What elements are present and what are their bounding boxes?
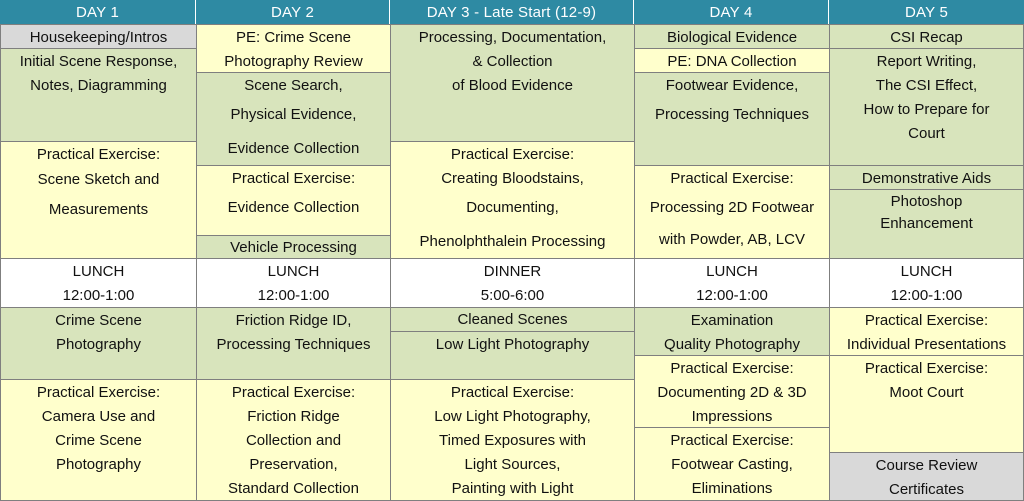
day3-pe-blood-line4: Phenolphthalein Processing [419,233,606,250]
header-day-5: DAY 5 [829,0,1024,24]
day2-scene-search [196,72,391,166]
day2-vehicle-text: Vehicle Processing [230,239,357,256]
day1-pe-camera-line4: Photography [55,456,142,473]
day3-pe-low-light-line2: Low Light Photography, [434,408,591,425]
header-day-3: DAY 3 - Late Start (12-9) [390,0,634,24]
day4-exam [634,307,830,356]
day1-pe-sketch-line3: Measurements [48,201,149,218]
day5-review-line1: Course Review [875,457,978,474]
day3-dinner [390,258,635,308]
day2-pe-friction-line5: Standard Collection [228,480,359,497]
day1-lunch-time: 12:00-1:00 [62,287,135,304]
day2-lunch-label: LUNCH [267,263,320,280]
day2-pe-review-line2: Photography Review [224,53,363,70]
day3-cleaned-text: Cleaned Scenes [457,311,568,328]
day1-housekeeping [0,24,197,49]
day3-blood-line3: of Blood Evidence [452,77,573,94]
day2-friction-line1: Friction Ridge ID, [235,312,352,329]
day1-housekeeping-text: Housekeeping/Intros [29,29,168,46]
day3-pe-blood-line1: Practical Exercise: [450,146,575,163]
day2-friction-line2: Processing Techniques [216,336,371,353]
day3-pe-low-light-line1: Practical Exercise: [450,384,575,401]
day4-pe-impressions-line1: Practical Exercise: [670,360,794,377]
header-day-4: DAY 4 [634,0,829,24]
day1-pe-camera-line1: Practical Exercise: [36,384,161,401]
day3-blood-line2: & Collection [472,53,553,70]
day5-photoshop-line1: Photoshop [890,193,963,210]
day4-pe-footwear-line3: with Powder, AB, LCV [659,231,805,248]
day3-dinner-label: DINNER [483,263,542,280]
day3-pe-blood-line3: Documenting, [466,199,559,216]
day4-dna [634,48,830,73]
day3-low-light [390,331,635,380]
day1-lunch-label: LUNCH [72,263,125,280]
day1-pe-sketch [0,141,197,259]
day2-lunch [196,258,391,308]
day4-exam-line2: Quality Photography [664,336,800,353]
day3-dinner-time: 5:00-6:00 [480,287,545,304]
day2-pe-review-line1: PE: Crime Scene [235,29,352,46]
day1-pe-camera-line3: Crime Scene [55,432,142,449]
day4-footwear [634,72,830,166]
day5-pe-moot [829,355,1024,453]
day5-lunch-label: LUNCH [900,263,953,280]
day5-demo-text: Demonstrative Aids [861,170,992,187]
day3-pe-low-light-line4: Light Sources, [464,456,561,473]
day5-report-line2: The CSI Effect, [875,77,978,94]
day4-pe-impressions [634,355,830,428]
day4-pe-impressions-line2: Documenting 2D & 3D [657,384,807,401]
day5-report [829,48,1024,166]
day4-dna-text: PE: DNA Collection [667,53,797,70]
day4-exam-line1: Examination [690,312,774,329]
day5-pe-presentations-line1: Practical Exercise: [864,312,989,329]
day5-pe-presentations [829,307,1024,356]
day4-pe-casting-line1: Practical Exercise: [670,432,794,449]
day3-pe-low-light-line5: Painting with Light [451,480,574,497]
day2-pe-collection-line1: Practical Exercise: [231,170,356,187]
day2-vehicle [196,235,391,259]
day2-pe-review [196,24,391,73]
day2-lunch-time: 12:00-1:00 [257,287,330,304]
day1-pe-sketch-line2: Scene Sketch and [37,171,160,188]
day4-pe-casting-line3: Eliminations [691,480,773,497]
day1-pe-camera [0,379,197,501]
day5-pe-presentations-line2: Individual Presentations [846,336,1007,353]
day2-scene-search-line3: Evidence Collection [227,140,360,157]
day2-pe-friction-line4: Preservation, [249,456,338,473]
day1-photography-line1: Crime Scene [55,312,142,329]
day4-lunch [634,258,830,308]
day5-pe-moot-line1: Practical Exercise: [864,360,989,377]
day5-demo [829,165,1024,190]
day4-pe-footwear [634,165,830,259]
day5-report-line3: How to Prepare for [863,101,990,118]
day3-blood [390,24,635,142]
day5-report-line1: Report Writing, [876,53,977,70]
day4-bio [634,24,830,49]
day5-review [829,452,1024,501]
day4-pe-casting [634,427,830,501]
header-day-1: DAY 1 [0,0,196,24]
day4-pe-casting-line2: Footwear Casting, [671,456,793,473]
day1-pe-sketch-line1: Practical Exercise: [36,146,161,163]
day3-pe-blood [390,141,635,259]
day1-scene-response-line1: Initial Scene Response, [19,53,178,70]
day3-pe-low-light [390,379,635,501]
day2-pe-friction [196,379,391,501]
day2-pe-friction-line2: Friction Ridge [247,408,340,425]
day4-lunch-label: LUNCH [706,263,758,280]
day5-report-line4: Court [908,125,945,142]
day2-pe-friction-line1: Practical Exercise: [231,384,356,401]
day4-footwear-line2: Processing Techniques [655,106,809,123]
day2-scene-search-line2: Physical Evidence, [230,106,357,123]
day4-pe-footwear-line1: Practical Exercise: [670,170,794,187]
header-day-2: DAY 2 [196,0,390,24]
day1-lunch [0,258,197,308]
day2-scene-search-line1: Scene Search, [244,77,343,94]
day5-photoshop [829,189,1024,259]
day2-pe-friction-line3: Collection and [245,432,342,449]
day5-photoshop-line2: Enhancement [880,215,973,232]
day1-scene-response-line2: Notes, Diagramming [30,77,167,94]
day4-pe-impressions-line3: Impressions [691,408,773,425]
day5-recap [829,24,1024,49]
day5-lunch-time: 12:00-1:00 [890,287,963,304]
day4-pe-footwear-line2: Processing 2D Footwear [649,199,815,216]
day2-friction [196,307,391,380]
day3-cleaned [390,307,635,332]
day1-pe-camera-line2: Camera Use and [41,408,156,425]
day3-pe-low-light-line3: Timed Exposures with [439,432,586,449]
day4-footwear-line1: Footwear Evidence, [665,77,799,94]
day3-blood-line1: Processing, Documentation, [418,29,607,46]
day4-bio-text: Biological Evidence [666,29,798,46]
day1-photography-line2: Photography [55,336,142,353]
day5-recap-text: CSI Recap [890,29,963,46]
day3-pe-blood-line2: Creating Bloodstains, [441,170,584,187]
day1-scene-response [0,48,197,142]
day5-lunch [829,258,1024,308]
day5-review-line2: Certificates [888,481,965,498]
day2-pe-collection-line2: Evidence Collection [227,199,360,216]
day2-pe-collection [196,165,391,236]
day1-photography [0,307,197,380]
day4-lunch-time: 12:00-1:00 [696,287,768,304]
day3-low-light-text: Low Light Photography [435,336,590,353]
day5-pe-moot-line2: Moot Court [889,384,964,401]
